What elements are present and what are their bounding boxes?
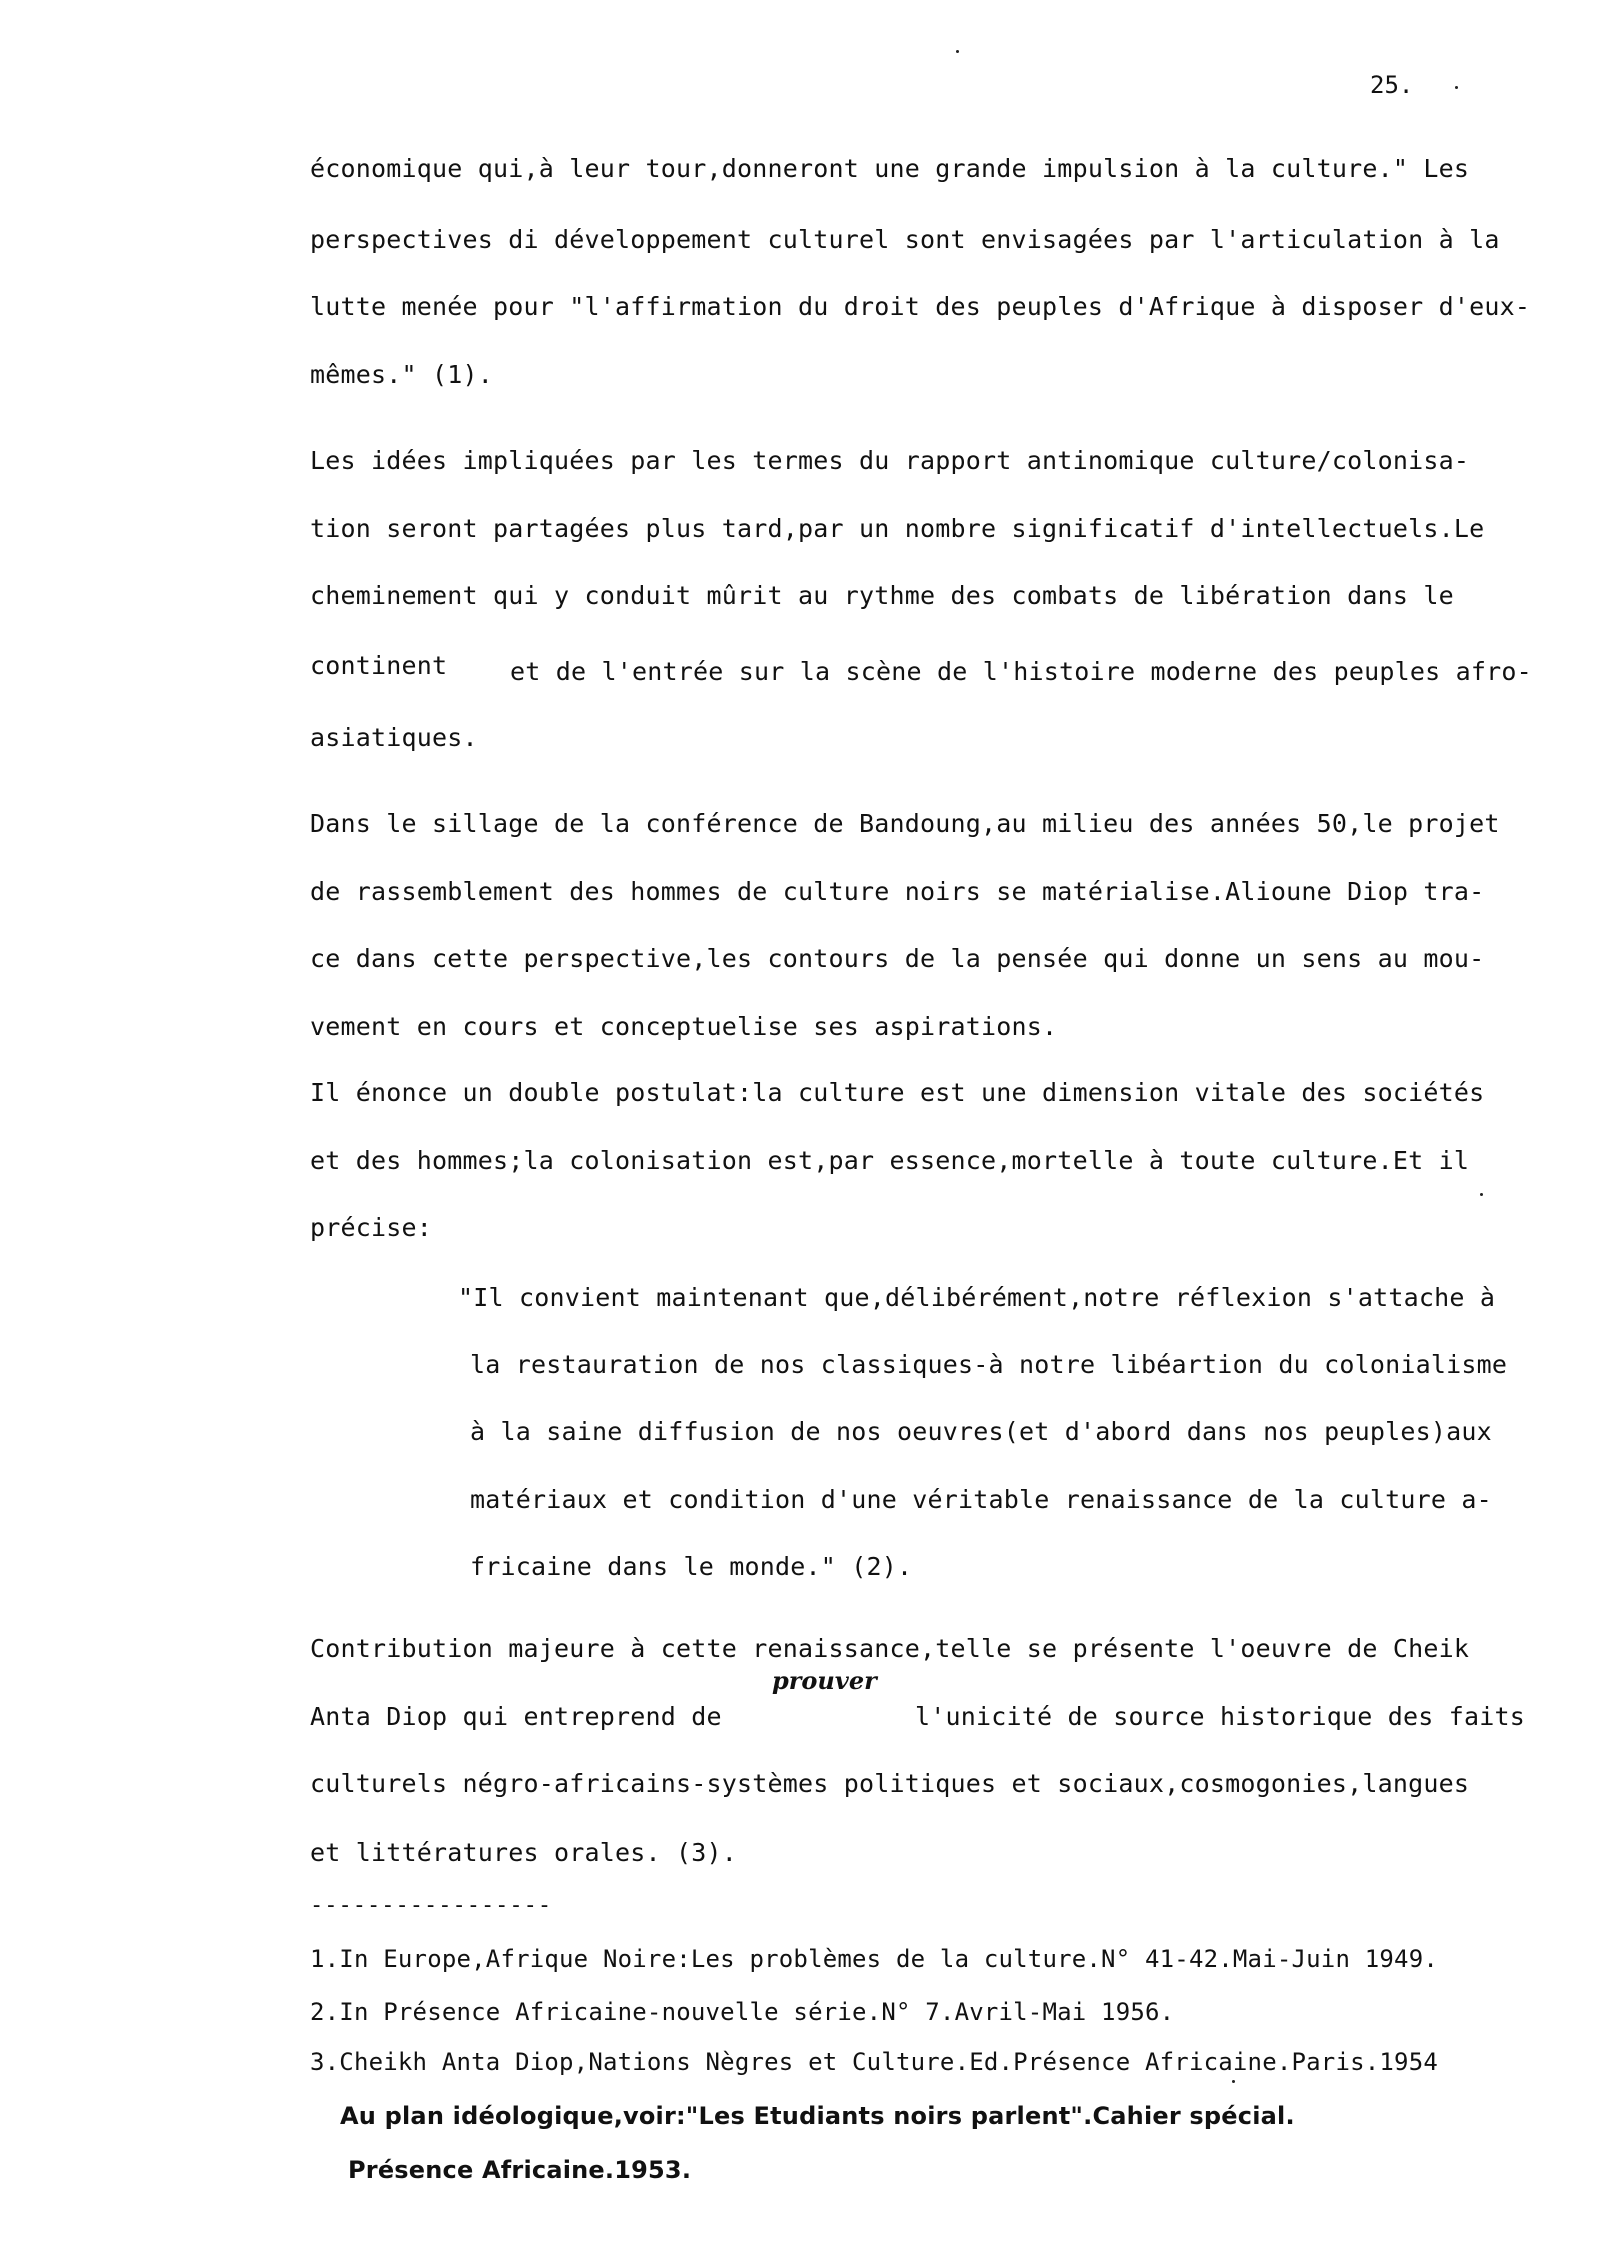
text-line: économique qui,à leur tour,donneront une grande impulsion à la culture." Les [310,154,1470,183]
quote-line: à la saine diffusion de nos oeuvres(et d'abord dans nos peuples)aux [470,1417,1492,1446]
text-line: Contribution majeure à cette renaissance,telle se présente l'oeuvre de Cheik [310,1634,1470,1663]
scan-speck [1232,2080,1235,2083]
text-line: vement en cours et conceptuelise ses aspirations. [310,1012,1058,1041]
handwritten-insert: prouver [772,1666,877,1695]
text-line: mêmes." (1). [310,360,494,389]
footnote-3: 3.Cheikh Anta Diop,Nations Nègres et Culture.Ed.Présence Africaine.Paris.1954 [310,2048,1438,2076]
scan-speck [1455,86,1458,89]
text-line: précise: [310,1213,433,1242]
quote-line: la restauration de nos classiques-à notre libéartion du colonialisme [470,1350,1508,1379]
footnote-2: 2.In Présence Africaine-nouvelle série.N° 7.Avril-Mai 1956. [310,1998,1175,2026]
quote-line: "Il convient maintenant que,délibérément,notre réflexion s'attache à [458,1283,1496,1312]
text-line: culturels négro-africains-systèmes politiques et sociaux,cosmogonies,langues [310,1769,1470,1798]
quote-line: fricaine dans le monde." (2). [470,1552,913,1581]
page-number: 25. [1370,71,1414,99]
text-line: l'unicité de source historique des faits [915,1702,1526,1731]
text-line: et littératures orales. (3). [310,1838,738,1867]
text-line: tion seront partagées plus tard,par un nombre significatif d'intellectuels.Le [310,514,1485,543]
text-line: asiatiques. [310,723,478,752]
footnote-separator: ----------------- [310,1893,553,1918]
text-line: Les idées impliquées par les termes du rapport antinomique culture/colonisa- [310,446,1470,475]
text-line: continent [310,651,448,680]
text-line: perspectives di développement culturel sont envisagées par l'articulation à la [310,225,1500,254]
quote-line: matériaux et condition d'une véritable renaissance de la culture a- [470,1485,1492,1514]
scan-speck [1480,1193,1483,1196]
text-line: de rassemblement des hommes de culture noirs se matérialise.Alioune Diop tra- [310,877,1485,906]
text-line: et de l'entrée sur la scène de l'histoire moderne des peuples afro- [510,657,1532,686]
text-line: lutte menée pour "l'affirmation du droit des peuples d'Afrique à disposer d'eux- [310,292,1531,321]
text-line: et des hommes;la colonisation est,par essence,mortelle à toute culture.Et il [310,1146,1470,1175]
scan-speck [956,50,959,53]
footnote-3-continuation: Au plan idéologique,voir:"Les Etudiants noirs parlent".Cahier spécial. [340,2102,1295,2130]
footnote-3-continuation: Présence Africaine.1953. [348,2156,692,2184]
text-line: Anta Diop qui entreprend de [310,1702,722,1731]
text-line: cheminement qui y conduit mûrit au rythme des combats de libération dans le [310,581,1454,610]
text-line: Dans le sillage de la conférence de Bandoung,au milieu des années 50,le projet [310,809,1500,838]
text-line: Il énonce un double postulat:la culture est une dimension vitale des sociétés [310,1078,1485,1107]
footnote-1: 1.In Europe,Afrique Noire:Les problèmes de la culture.N° 41-42.Mai-Juin 1949. [310,1945,1438,1973]
text-line: ce dans cette perspective,les contours de la pensée qui donne un sens au mou- [310,944,1485,973]
